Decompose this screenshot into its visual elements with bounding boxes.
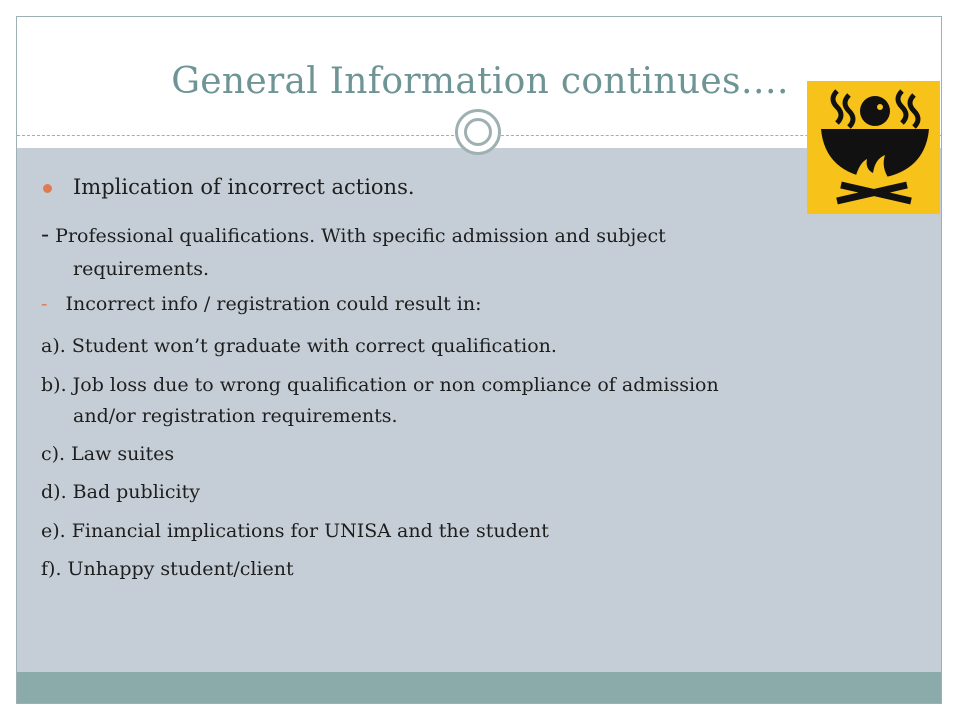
- list-item-f: f). Unhappy student/client: [41, 558, 294, 580]
- bullet-dot: [43, 184, 52, 193]
- list-item-c: c). Law suites: [41, 443, 175, 465]
- slide: [16, 16, 942, 704]
- qualifications-line: [41, 222, 666, 248]
- list-item-b: b). Job loss due to wrong qualification or non compliance of admission: [41, 374, 719, 396]
- slide-body: [17, 17, 942, 704]
- list-item-d: d). Bad publicity: [41, 481, 200, 503]
- slide-title: General Information continues….: [171, 61, 789, 102]
- incorrect-info-line: [41, 292, 482, 316]
- list-item-e: e). Financial implications for UNISA and the student: [41, 520, 549, 542]
- list-item-b-cont: and/or registration requirements.: [73, 405, 398, 427]
- bullet-heading: Implication of incorrect actions.: [73, 175, 415, 199]
- list-item-a: a). Student won’t graduate with correct qualification.: [41, 335, 557, 357]
- qualifications-line-2: requirements.: [73, 258, 210, 280]
- qualifications-dash: -: [41, 220, 50, 248]
- qualifications-text: Professional qualifications. With specific admission and subject: [55, 225, 666, 247]
- incorrect-info-text: Incorrect info / registration could result in:: [65, 293, 482, 315]
- incorrect-dash: -: [41, 293, 48, 315]
